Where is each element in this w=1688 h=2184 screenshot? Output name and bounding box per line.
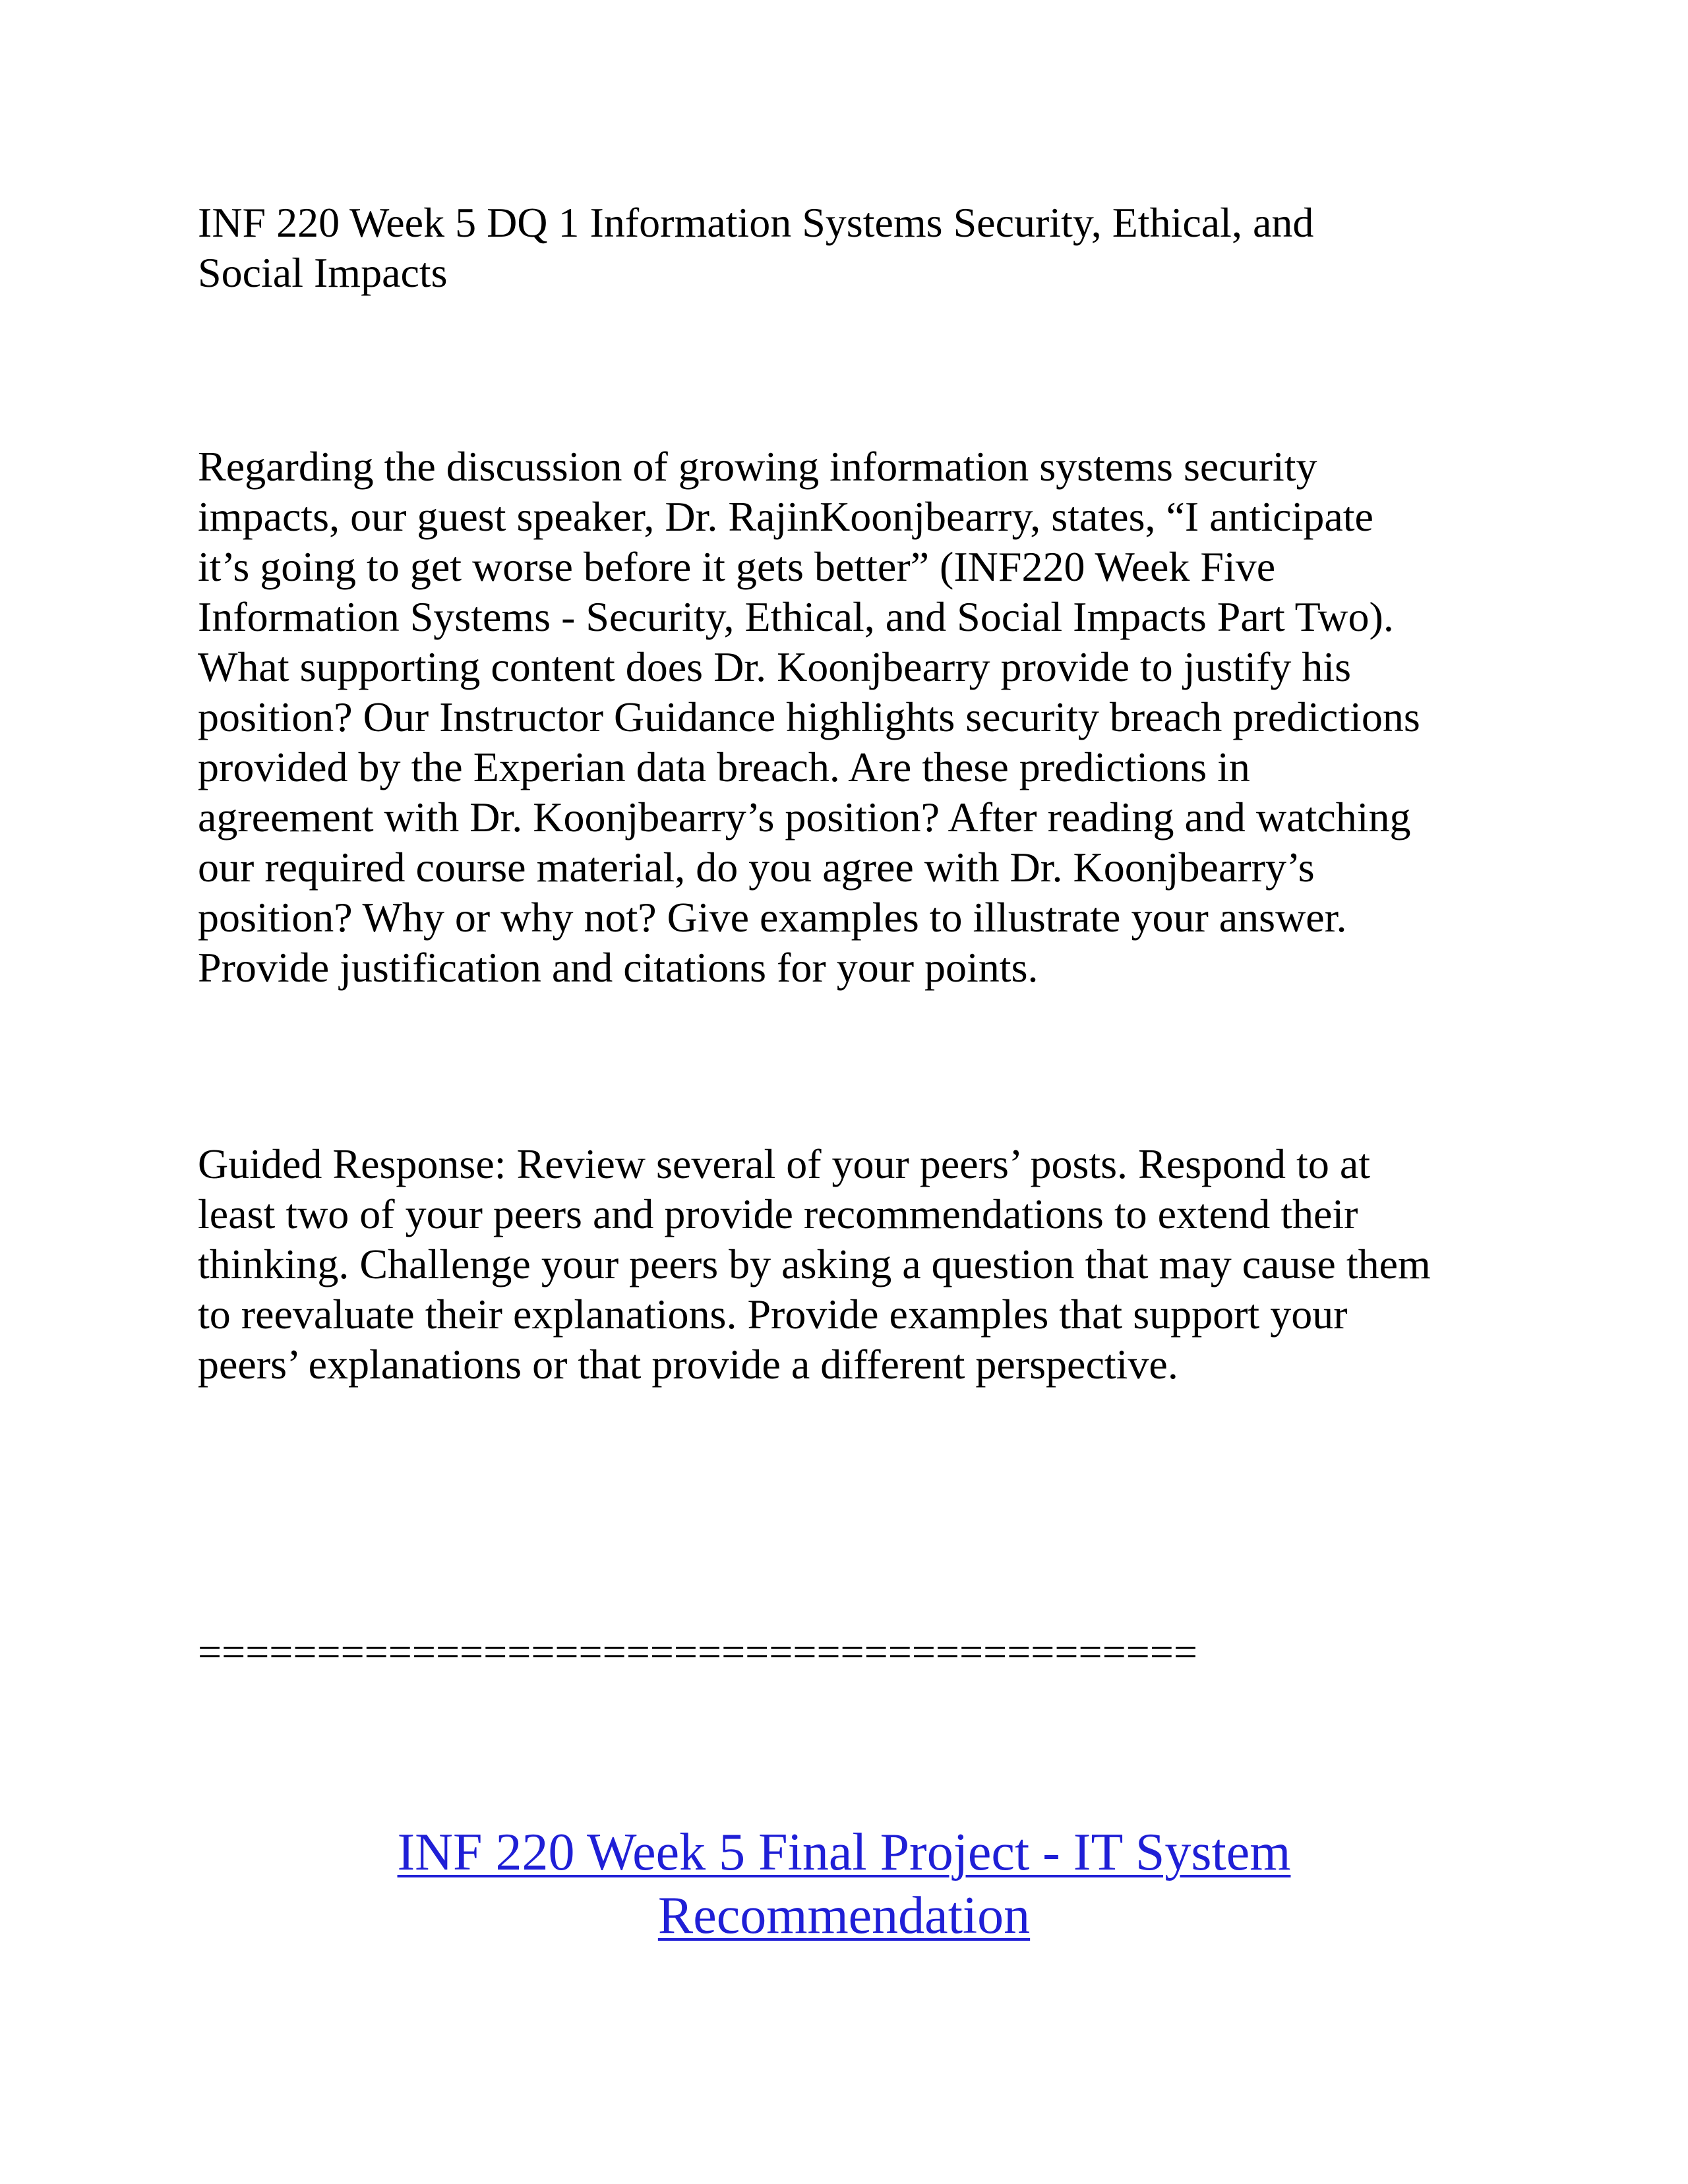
guided-response: Guided Response: Review several of your peers’ posts. Respond to at least two of your peers and provide recommendations to extend their thinking. Challenge your peers by asking a question that may cause them to reevaluate their explanations. Provide examples that support your peers’ explanations or that provide a different perspective. bbox=[198, 1140, 1431, 1388]
final-project-link[interactable]: INF 220 Week 5 Final Project - IT System Recommendation bbox=[397, 1823, 1291, 1945]
separator-line: ========================================== bbox=[198, 1628, 1197, 1675]
discussion-question: Regarding the discussion of growing information systems security impacts, our guest speaker, Dr. RajinKoonjbearry, states, “I anticipate it’s going to get worse before it gets better” (INF220 Week Five Information Systems - Security, Ethical, and Social Impacts Part Two). What supporting content does Dr. Koonjbearry provide to justify his position? Our Instructor Guidance highlights security breach predictions provided by the Experian data breach. Are these predictions in agreement with Dr. Koonjbearry’s position? After reading and watching our required course material, do you agree with Dr. Koonjbearry’s position? Why or why not? Give examples to illustrate your answer. Provide justification and citations for your points. bbox=[198, 443, 1420, 991]
final-project-link-container bbox=[198, 1821, 1490, 1947]
document-title: INF 220 Week 5 DQ 1 Information Systems Security, Ethical, and Social Impacts bbox=[198, 199, 1314, 296]
